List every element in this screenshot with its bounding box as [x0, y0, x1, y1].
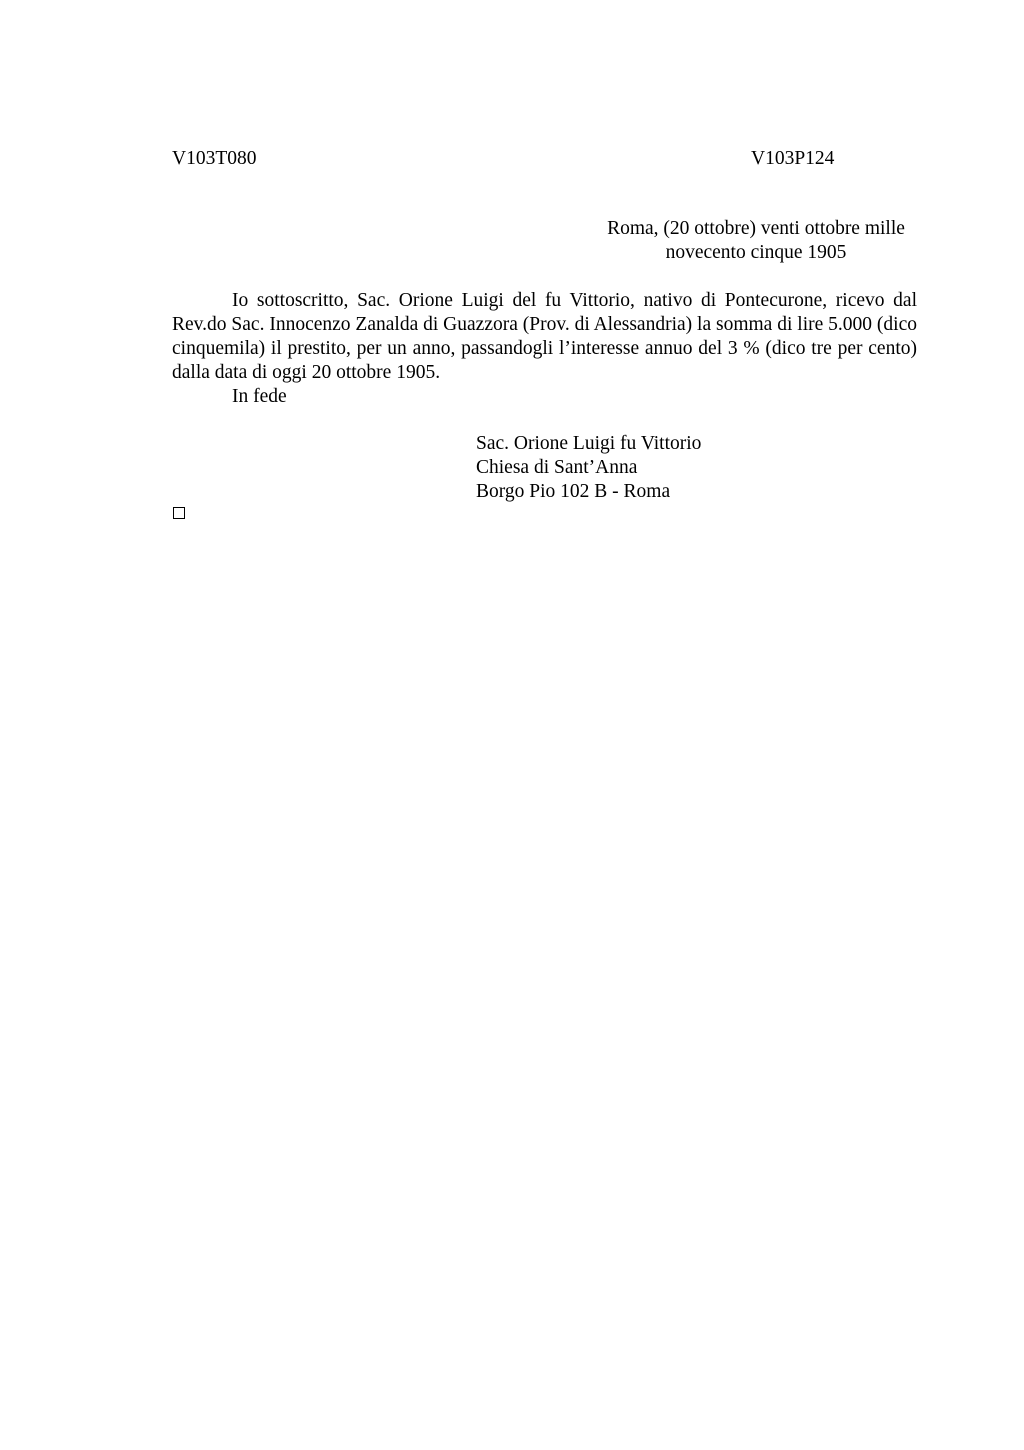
closing-line — [172, 385, 287, 409]
body-paragraph-text: Io sottoscritto, Sac. Orione Luigi del fu Vittorio, nativo di Pontecurone, ricevo dal Rev.do Sac. Innocenzo Zanalda di Guazzora (Prov. di Alessandria) la somma di lire 5.000 (dico cinquemila) il prestito, per un anno, passandogli l’interesse annuo del 3 % (dico tre per cento) dalla data di oggi 20 ottobre 1905. — [172, 290, 917, 383]
closing-text: In fede — [232, 386, 287, 407]
date-line-2: novecento cinque 1905 — [665, 242, 847, 263]
document-code-left: V103T080 — [172, 148, 257, 169]
date-line — [596, 217, 916, 265]
signature-church: Chiesa di Sant’Anna — [476, 457, 638, 478]
empty-square-icon — [173, 507, 185, 519]
date-line-1: Roma, (20 ottobre) venti ottobre mille — [607, 218, 905, 239]
signature-name: Sac. Orione Luigi fu Vittorio — [476, 433, 702, 454]
signature-block — [476, 432, 701, 504]
document-code-right: V103P124 — [751, 148, 835, 169]
signature-address: Borgo Pio 102 B - Roma — [476, 481, 671, 502]
body-paragraph — [172, 289, 917, 385]
